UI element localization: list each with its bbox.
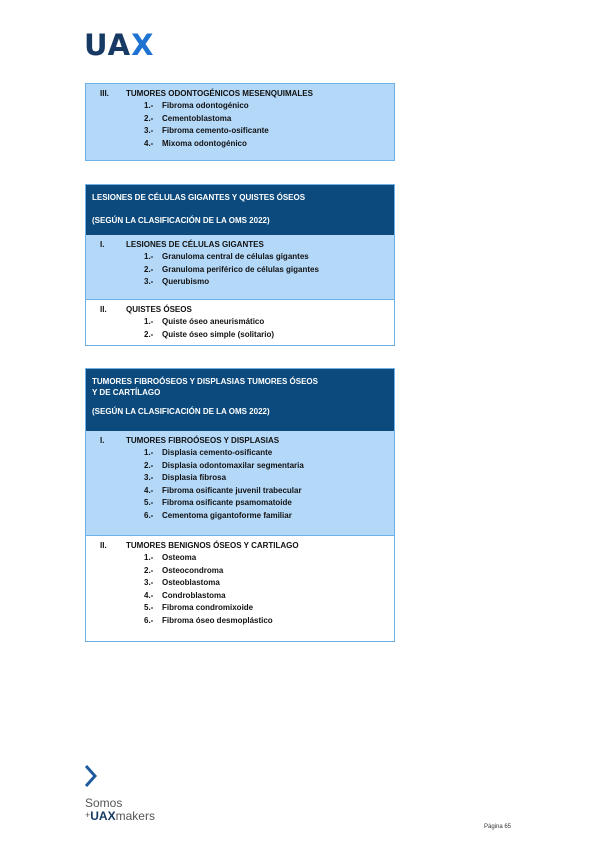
list-item: 4.- Fibroma osificante juvenil trabecular [144, 485, 302, 495]
item-list [92, 100, 388, 150]
classification-box-fibro-osseous [85, 368, 395, 642]
list-item: 3.- Displasia fibrosa [144, 473, 227, 482]
list-item: 1.- Osteoma [144, 553, 197, 562]
list-item: 1.- Fibroma odontogénico [144, 101, 249, 110]
section-fibro-osseous [86, 431, 394, 535]
list-item: 6.- Cementoma gigantoforme familiar [144, 510, 292, 520]
box-header: LESIONES DE CÉLULAS GIGANTES Y QUISTES ÓSEOS (SEGÚN LA CLASIFICACIÓN DE LA OMS 2022) [86, 185, 394, 235]
list-item: 3.- Querubismo [144, 277, 210, 286]
list-item: 5.- Fibroma condromixoide [144, 603, 254, 612]
list-item: 6.- Fibroma óseo desmoplástico [144, 615, 273, 625]
list-item: 2.- Quiste óseo simple (solitario) [144, 329, 275, 339]
box-header: TUMORES FIBROÓSEOS Y DISPLASIAS TUMORES ÓSEOS Y DE CARTÍLAGO (SEGÚN LA CLASIFICACIÓN DE LA OMS 2022) [86, 369, 394, 431]
page-number: Página 65 [484, 824, 512, 830]
item-list [92, 447, 388, 522]
somos-uaxmakers-logo: Somos +UAXmakers [85, 796, 155, 823]
list-item: 4.- Mixoma odontogénico [144, 138, 247, 148]
item-list [92, 316, 388, 341]
list-item: 1.- Granuloma central de células gigantes [144, 252, 309, 261]
list-item: 3.- Fibroma cemento-osificante [144, 126, 269, 135]
list-item: 4.- Condroblastoma [144, 590, 226, 600]
chevron-right-icon [85, 765, 97, 787]
classification-box-odontogenic-mesenchymal [85, 83, 395, 161]
section-bone-cysts [86, 299, 394, 345]
item-list [92, 251, 388, 289]
list-item: 3.- Osteoblastoma [144, 578, 220, 587]
list-item: 1.- Displasia cemento-osificante [144, 448, 273, 457]
classification-box-giant-cell [85, 184, 395, 346]
section-benign-bone-cartilage [86, 535, 394, 641]
list-item: 2.- Displasia odontomaxilar segmentaria [144, 460, 304, 470]
section-odontogenic-mesenchymal [86, 84, 394, 160]
section-title: III. TUMORES ODONTOGÉNICOS MESENQUIMALES [100, 89, 313, 98]
list-item: 2.- Cementoblastoma [144, 113, 232, 123]
section-title: I. TUMORES FIBROÓSEOS Y DISPLASIAS [100, 436, 280, 445]
list-item: 5.- Fibroma osificante psamomatoide [144, 498, 292, 507]
list-item: 2.- Granuloma periférico de células gigantes [144, 264, 319, 274]
list-item: 2.- Osteocondroma [144, 565, 224, 575]
section-title: II. TUMORES BENIGNOS ÓSEOS Y CARTILAGO [100, 541, 299, 550]
uax-logo: UAX [84, 28, 155, 62]
section-title: I. LESIONES DE CÉLULAS GIGANTES [100, 240, 264, 249]
section-giant-cell-lesions [86, 235, 394, 299]
list-item: 1.- Quiste óseo aneurismático [144, 317, 265, 326]
section-title: II. QUISTES ÓSEOS [100, 305, 192, 314]
item-list [92, 552, 388, 627]
